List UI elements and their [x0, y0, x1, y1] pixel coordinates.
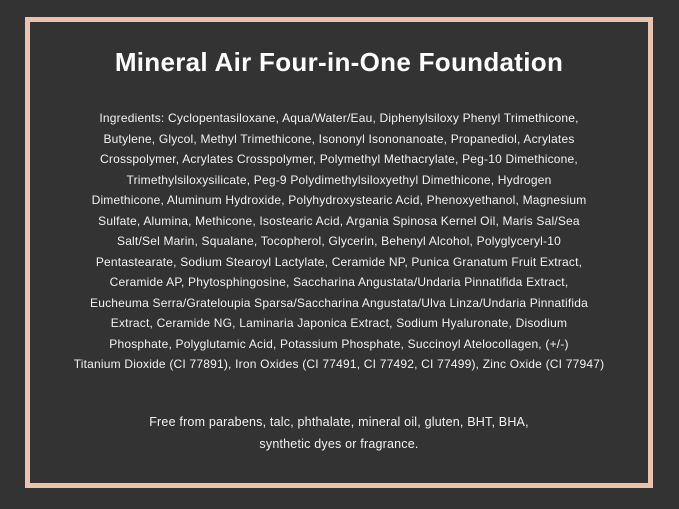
- ingredients-line: Crosspolymer, Acrylates Crosspolymer, Polymethyl Methacrylate, Peg-10 Dimethicone,: [100, 152, 578, 166]
- ingredients-line: Salt/Sel Marin, Squalane, Tocopherol, Glycerin, Behenyl Alcohol, Polyglyceryl-10: [116, 234, 561, 248]
- ingredients-line: Phosphate, Polyglutamic Acid, Potassium Phosphate, Succinoyl Atelocollagen, (+/-): [109, 336, 569, 351]
- ingredients-line: Titanium Dioxide (CI 77891), Iron Oxides (CI 77491, CI 77492, CI 77499), Zinc Oxide (CI 77947): [73, 357, 605, 371]
- page-title: Mineral Air Four-in-One Foundation: [114, 47, 564, 77]
- free-from-text: [30, 411, 648, 455]
- ingredients-text: [30, 108, 648, 375]
- free-from-line: Free from parabens, talc, phthalate, mineral oil, gluten, BHT, BHA,: [149, 414, 529, 429]
- ingredients-line: Trimethylsiloxysilicate, Peg-9 Polydimethylsiloxyethyl Dimethicone, Hydrogen: [126, 172, 552, 187]
- ingredients-line: Dimethicone, Aluminum Hydroxide, Polyhydroxystearic Acid, Phenoxyethanol, Magnesium: [91, 193, 587, 207]
- ingredients-line: Ingredients: Cyclopentasiloxane, Aqua/Water/Eau, Diphenylsiloxy Phenyl Trimethicone,: [99, 111, 579, 125]
- ingredients-line: Ceramide AP, Phytosphingosine, Saccharina Angustata/Undaria Pinnatifida Extract,: [109, 275, 569, 289]
- ingredients-line: Pentastearate, Sodium Stearoyl Lactylate, Ceramide NP, Punica Granatum Fruit Extract,: [95, 254, 583, 269]
- ingredients-line: Eucheuma Serra/Grateloupia Sparsa/Saccharina Angustata/Ulva Linza/Undaria Pinnatifida: [90, 295, 588, 310]
- border-frame: [25, 17, 653, 488]
- ingredients-line: Extract, Ceramide NG, Laminaria Japonica Extract, Sodium Hyaluronate, Disodium: [110, 316, 568, 330]
- ingredients-line: Sulfate, Alumina, Methicone, Isostearic Acid, Argania Spinosa Kernel Oil, Maris Sal/Sea: [98, 213, 580, 228]
- free-from-line: synthetic dyes or fragrance.: [259, 436, 419, 451]
- ingredients-line: Butylene, Glycol, Methyl Trimethicone, Isononyl Isononanoate, Propanediol, Acrylates: [103, 131, 575, 146]
